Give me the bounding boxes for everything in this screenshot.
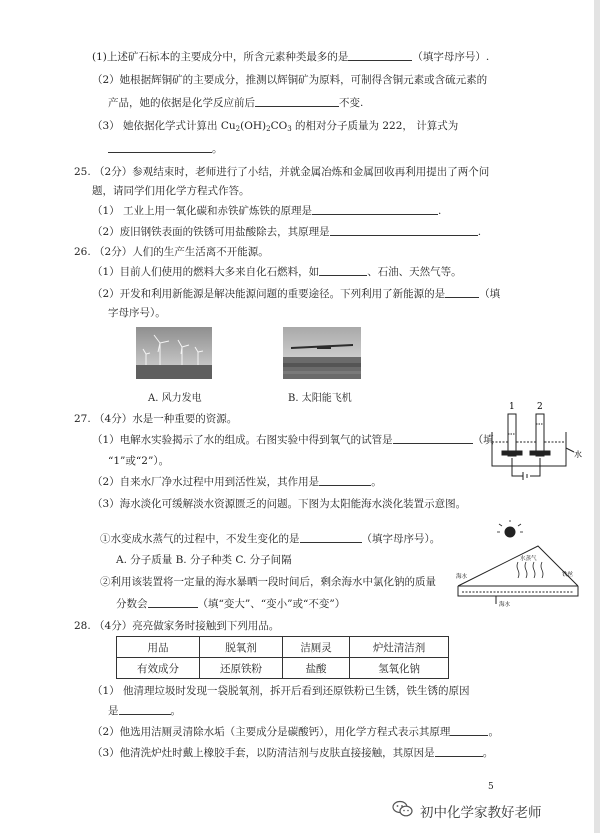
q26-1-tail: 、石油、天然气等。 <box>367 266 462 278</box>
seawater-label: 海水 <box>456 574 468 580</box>
q24-2-text: 产品，她的依据是化学反应前后 <box>108 97 255 109</box>
table-cell: 洁厕灵 <box>283 637 350 658</box>
q27-options: A. 分子质量 B. 分子种类 C. 分子间隔 <box>116 554 292 566</box>
period: . <box>438 205 442 217</box>
q28-part3 <box>92 746 493 760</box>
table-cell: 用品 <box>117 637 200 658</box>
answer-blank[interactable] <box>119 704 171 715</box>
period: 。 <box>212 143 223 155</box>
q27-1-hint: （填 <box>472 434 494 446</box>
electrolysis-diagram <box>486 396 586 486</box>
q27-title: 27. （4分）水是一种重要的资源。 <box>74 413 238 425</box>
table-cell: 炉灶清洁剂 <box>350 637 449 658</box>
q25-part1 <box>92 204 441 218</box>
q27-3-2-cont <box>116 597 345 611</box>
subscript: 3 <box>287 125 292 133</box>
seawater-bottom-label: 海水 <box>499 602 511 608</box>
q27-part2 <box>92 475 382 489</box>
answer-blank[interactable] <box>435 746 483 757</box>
products-table <box>116 636 449 679</box>
table-cell: 有效成分 <box>117 658 200 679</box>
q24-part3-cont <box>108 142 223 156</box>
tube-1-label: 1 <box>509 402 515 412</box>
q24-part1 <box>92 50 489 64</box>
q27-2-text: （2）自来水厂净水过程中用到活性炭，其作用是 <box>92 476 320 488</box>
answer-blank[interactable] <box>330 225 478 236</box>
q27-3-1 <box>100 532 440 546</box>
q24-part3 <box>92 119 458 136</box>
q27-3-2-hint: （填“变大”、“变小”或“不变”） <box>197 598 346 610</box>
period: 。 <box>482 747 494 759</box>
formula-co: CO <box>270 120 288 132</box>
subscript: 2 <box>266 125 271 133</box>
answer-blank[interactable] <box>319 265 367 276</box>
table-cell: 脱氧剂 <box>200 637 283 658</box>
q27-part1 <box>92 433 494 447</box>
caption-b: B. 太阳能飞机 <box>288 393 352 404</box>
q28-2-text: （2）他选用洁厕灵清除水垢（主要成分是碳酸钙），用化学方程式表示其原理 <box>92 726 451 738</box>
q27-3-2: ②利用该装置将一定量的海水暴晒一段时间后，剩余海水中氯化钠的质量 <box>100 576 436 588</box>
q26-part2 <box>92 287 500 301</box>
q24-3-text: 的相对分子质量为 222， 计算式为 <box>291 120 459 132</box>
answer-blank[interactable] <box>312 204 438 215</box>
q26-part1 <box>92 265 462 279</box>
answer-blank[interactable] <box>319 475 371 486</box>
q27-part1-cont: “1”或“2”）。 <box>108 455 170 467</box>
tube-2-label: 2 <box>537 402 543 412</box>
answer-blank[interactable] <box>450 725 488 736</box>
table-cell: 盐酸 <box>283 658 350 679</box>
q28-part2 <box>92 725 499 739</box>
table-row <box>117 637 449 658</box>
q25-title-cont: 题，请同学们用化学方程式作答。 <box>92 185 250 197</box>
subscript: 2 <box>235 125 241 133</box>
period: . <box>477 226 482 238</box>
table-cell: 氢氧化钠 <box>350 658 449 679</box>
q27-1-text: （1）电解水实验揭示了水的组成。右图实验中得到氧气的试管是 <box>92 434 393 446</box>
wind-power-photo <box>136 327 212 379</box>
answer-blank[interactable] <box>348 50 412 61</box>
answer-blank[interactable] <box>393 433 473 444</box>
q28-3-text: （3）他清洗炉灶时戴上橡胶手套，以防清洁剂与皮肤直接接触，其原因是 <box>92 747 435 759</box>
wechat-icon <box>392 800 414 818</box>
q24-2-tail: 不变. <box>339 97 364 109</box>
q24-1-text: (1)上述矿石标本的主要成分中，所含元素种类最多的是 <box>92 51 349 63</box>
q27-3-2-text: 分数会 <box>116 598 148 610</box>
answer-blank[interactable] <box>445 287 479 298</box>
q28-part1: （1） 他清理垃圾时发现一袋脱氧剂，拆开后看到还原铁粉已生锈，铁生锈的原因 <box>92 685 470 697</box>
vapor-label: 水蒸气 <box>520 556 537 562</box>
q24-part2-cont <box>108 96 363 110</box>
footer-account-name: 初中化学家教好老师 <box>420 805 542 821</box>
q25-part2 <box>92 225 481 239</box>
answer-blank[interactable] <box>300 532 362 543</box>
period: 。 <box>170 705 181 717</box>
period: 。 <box>371 476 382 488</box>
q26-part2-cont: 字母序号）。 <box>108 307 166 319</box>
answer-blank[interactable] <box>148 597 198 608</box>
q28-1-text: 是 <box>108 705 119 717</box>
wire-label: 铁丝 <box>562 572 574 578</box>
page-edge <box>594 0 600 833</box>
q25-1-text: （1） 工业上用一氧化碳和赤铁矿炼铁的原理是 <box>92 205 313 217</box>
q25-2-text: （2）废旧钢铁表面的铁锈可用盐酸除去，其原理是 <box>92 226 330 238</box>
q26-title: 26. （2分）人们的生产生活离不开能源。 <box>74 246 269 258</box>
q28-title: 28. （4分）亮亮做家务时接触到下列用品。 <box>74 620 280 632</box>
solar-plane-photo <box>283 327 361 379</box>
q27-3-1-text: ①水变成水蒸气的过程中，不发生变化的是 <box>100 533 300 545</box>
q26-1-text: （1）目前人们使用的燃料大多来自化石燃料，如 <box>92 266 320 278</box>
q27-part3: （3）海水淡化可缓解淡水资源匮乏的问题。下图为太阳能海水淡化装置示意图。 <box>92 498 467 510</box>
q28-part1-cont <box>108 704 181 718</box>
table-row <box>117 658 449 679</box>
q26-2-hint: （填 <box>479 288 501 300</box>
q24-part2: （2）她根据辉铜矿的主要成分，推测以辉铜矿为原料，可制得含铜元素或含硫元素的 <box>92 74 488 86</box>
answer-blank[interactable] <box>255 96 339 107</box>
q25-title: 25. （2分）参观结束时，老师进行了小结，并就金属冶炼和金属回收再利用提出了两个问 <box>74 166 490 178</box>
caption-a: A. 风力发电 <box>148 393 202 404</box>
q26-2-text: （2）开发和利用新能源是解决能源问题的重要途径。下列利用了新能源的是 <box>92 288 446 300</box>
answer-blank[interactable] <box>108 142 212 153</box>
formula-oh: (OH) <box>240 120 267 132</box>
table-cell: 还原铁粉 <box>200 658 283 679</box>
period: 。 <box>488 726 499 738</box>
q27-3-1-hint: （填字母序号）。 <box>361 533 441 545</box>
q24-1-hint: （填字母序号）. <box>412 51 490 63</box>
page-number: 5 <box>488 782 494 792</box>
formula-cu: （3） 她依据化学式计算出 Cu <box>92 120 236 132</box>
water-label: 水 <box>574 450 582 459</box>
solar-desalination-diagram <box>452 520 587 610</box>
